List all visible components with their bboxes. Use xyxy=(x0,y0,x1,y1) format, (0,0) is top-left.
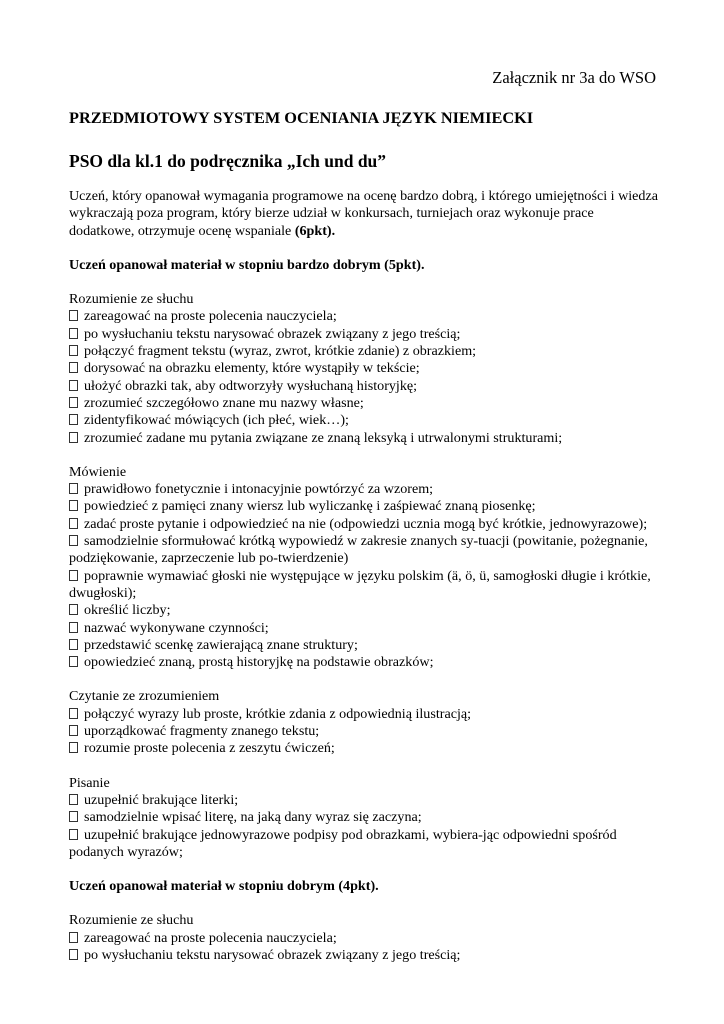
requirements-list xyxy=(69,481,661,671)
item-text: zrozumieć zadane mu pytania związane ze znaną leksyką i utrwalonymi strukturami; xyxy=(84,429,563,446)
document-subtitle: PSO dla kl.1 do podręcznika „Ich und du” xyxy=(69,151,387,171)
list-item xyxy=(69,412,661,429)
bullet-box-icon xyxy=(69,708,78,719)
list-item xyxy=(69,395,661,412)
bullet-box-icon xyxy=(69,949,78,960)
bullet-box-icon xyxy=(69,725,78,736)
item-text: uzupełnić brakujące literki; xyxy=(84,791,239,808)
intro-text: Uczeń, który opanował wymagania programowe na ocenę bardzo dobrą, i którego umiejętności i wiedza wykraczają poza program, który bierze udział w konkursach, turniejach oraz wykonuje prace dodatkowe, otrzymuje ocenę wspaniale xyxy=(69,188,658,239)
item-text: przedstawić scenkę zawierającą znane struktury; xyxy=(84,636,358,653)
item-text: nazwać wykonywane czynności; xyxy=(84,619,269,636)
list-item xyxy=(69,516,661,533)
item-text: zadać proste pytanie i odpowiedzieć na nie (odpowiedzi ucznia mogą być krótkie, jednowyrazowe); xyxy=(84,515,648,532)
bullet-box-icon xyxy=(69,414,78,425)
list-item xyxy=(69,792,661,809)
document-body xyxy=(69,108,661,981)
list-item xyxy=(69,343,661,360)
bullet-box-icon xyxy=(69,328,78,339)
bullet-box-icon xyxy=(69,622,78,633)
bullet-box-icon xyxy=(69,397,78,408)
list-item xyxy=(69,706,661,723)
bullet-box-icon xyxy=(69,570,78,581)
requirements-list xyxy=(69,792,661,861)
list-item xyxy=(69,568,661,603)
section-listening-level-4 xyxy=(69,912,661,964)
section-title: Pisanie xyxy=(69,774,110,791)
annex-label: Załącznik nr 3a do WSO xyxy=(492,68,656,87)
list-item xyxy=(69,498,661,515)
list-item xyxy=(69,326,661,343)
item-text: samodzielnie wpisać literę, na jaką dany wyraz się zaczyna; xyxy=(84,809,422,826)
list-item xyxy=(69,930,661,947)
item-text: dorysować na obrazku elementy, które wystąpiły w tekście; xyxy=(84,360,420,377)
item-text: połączyć fragment tekstu (wyraz, zwrot, krótkie zdanie) z obrazkiem; xyxy=(84,343,477,360)
list-item xyxy=(69,637,661,654)
list-item xyxy=(69,481,661,498)
item-text: zareagować na proste polecenia nauczyciela; xyxy=(84,308,337,325)
item-text: prawidłowo fonetycznie i intonacyjnie powtórzyć za wzorem; xyxy=(84,481,434,498)
list-item xyxy=(69,809,661,826)
bullet-box-icon xyxy=(69,742,78,753)
bullet-box-icon xyxy=(69,639,78,650)
bullet-box-icon xyxy=(69,500,78,511)
list-item xyxy=(69,430,661,447)
section-writing xyxy=(69,775,661,861)
requirements-list xyxy=(69,308,661,446)
requirements-list xyxy=(69,706,661,758)
item-text: ułożyć obrazki tak, aby odtworzyły wysłuchaną historyjkę; xyxy=(84,377,418,394)
bullet-box-icon xyxy=(69,932,78,943)
section-title: Czytanie ze zrozumieniem xyxy=(69,688,220,705)
list-item xyxy=(69,947,661,964)
section-reading xyxy=(69,688,661,757)
bullet-box-icon xyxy=(69,604,78,615)
list-item xyxy=(69,723,661,740)
requirements-list xyxy=(69,930,661,965)
bullet-box-icon xyxy=(69,380,78,391)
item-text: powiedzieć z pamięci znany wiersz lub wyliczankę i zaśpiewać znaną piosenkę; xyxy=(84,498,536,515)
bullet-box-icon xyxy=(69,811,78,822)
section-title: Mówienie xyxy=(69,463,127,480)
list-item xyxy=(69,620,661,637)
list-item xyxy=(69,308,661,325)
section-listening xyxy=(69,291,661,447)
bullet-box-icon xyxy=(69,535,78,546)
item-text: rozumie proste polecenia z zeszytu ćwiczeń; xyxy=(84,740,335,757)
bullet-box-icon xyxy=(69,829,78,840)
section-title: Rozumienie ze słuchu xyxy=(69,291,194,308)
item-text: połączyć wyrazy lub proste, krótkie zdania z odpowiednią ilustracją; xyxy=(84,705,472,722)
item-text: zrozumieć szczegółowo znane mu nazwy własne; xyxy=(84,394,364,411)
list-item xyxy=(69,360,661,377)
section-speaking xyxy=(69,464,661,672)
list-item xyxy=(69,740,661,757)
item-text: opowiedzieć znaną, prostą historyjkę na podstawie obrazków; xyxy=(84,654,434,671)
item-text: zareagować na proste polecenia nauczyciela; xyxy=(84,929,337,946)
intro-grade: (6pkt). xyxy=(294,222,336,239)
item-text: poprawnie wymawiać głoski nie występujące w języku polskim (ä, ö, ü, samogłoski długie i krótkie, dwugłoski); xyxy=(69,567,651,601)
document-title: PRZEDMIOTOWY SYSTEM OCENIANIA JĘZYK NIEMIECKI xyxy=(69,108,534,127)
item-text: określić liczby; xyxy=(84,602,171,619)
item-text: zidentyfikować mówiących (ich płeć, wiek…); xyxy=(84,412,349,429)
bullet-box-icon xyxy=(69,345,78,356)
list-item xyxy=(69,654,661,671)
bullet-box-icon xyxy=(69,362,78,373)
item-text: uzupełnić brakujące jednowyrazowe podpisy pod obrazkami, wybiera-jąc odpowiedni spośród podanych wyrazów; xyxy=(69,826,617,860)
level-4-heading: Uczeń opanował materiał w stopniu dobrym (4pkt). xyxy=(69,878,379,895)
level-5-heading: Uczeń opanował materiał w stopniu bardzo dobrym (5pkt). xyxy=(69,256,425,273)
bullet-box-icon xyxy=(69,310,78,321)
item-text: po wysłuchaniu tekstu narysować obrazek związany z jego treścią; xyxy=(84,325,461,342)
item-text: uporządkować fragmenty znanego tekstu; xyxy=(84,723,320,740)
list-item xyxy=(69,378,661,395)
bullet-box-icon xyxy=(69,518,78,529)
list-item xyxy=(69,533,661,568)
bullet-box-icon xyxy=(69,656,78,667)
bullet-box-icon xyxy=(69,794,78,805)
item-text: po wysłuchaniu tekstu narysować obrazek związany z jego treścią; xyxy=(84,946,461,963)
bullet-box-icon xyxy=(69,432,78,443)
list-item xyxy=(69,827,661,862)
list-item xyxy=(69,602,661,619)
section-title: Rozumienie ze słuchu xyxy=(69,912,194,929)
item-text: samodzielnie sformułować krótką wypowiedź w zakresie znanych sy-tuacji (powitanie, pożegnanie, podziękowanie, zaprzeczenie lub po-twierdzenie) xyxy=(69,533,648,567)
bullet-box-icon xyxy=(69,483,78,494)
intro-paragraph xyxy=(69,188,661,240)
